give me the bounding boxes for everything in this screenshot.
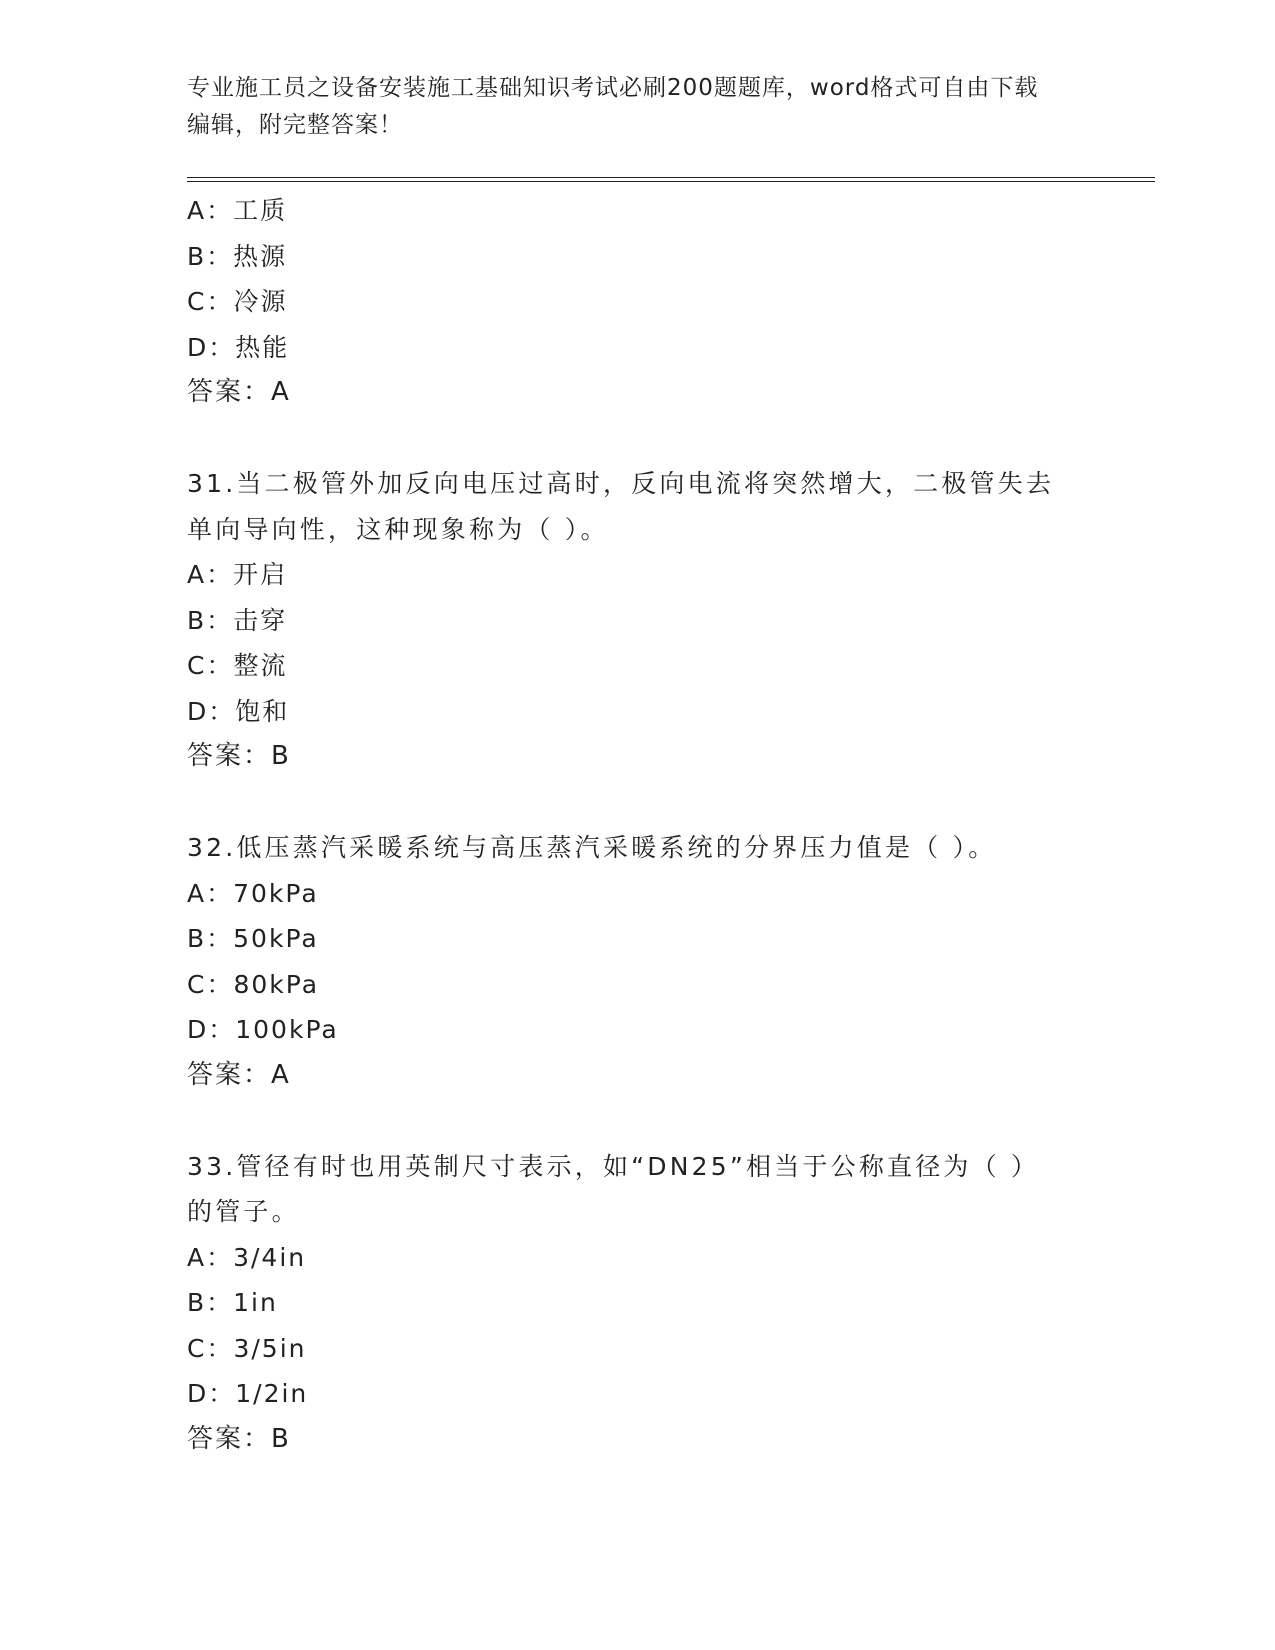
option-d: D：饱和	[187, 696, 290, 726]
answer-line: 答案：B	[187, 1423, 291, 1454]
question-block-33	[187, 1144, 1107, 1463]
option-a: A：工质	[187, 196, 288, 225]
question-block-30	[187, 188, 1107, 416]
question-stem-line: 31.当二极管外加反向电压过高时，反向电流将突然增大，二极管失去	[187, 469, 1055, 498]
option-c: C：3/5in	[187, 1333, 307, 1363]
option-b: B：热源	[187, 241, 288, 271]
option-c: C：冷源	[187, 287, 288, 316]
option-b: B：50kPa	[187, 924, 319, 953]
answer-line: 答案：B	[187, 741, 291, 771]
answer-line: 答案：A	[187, 1059, 291, 1090]
question-stem-line: 33.管径有时也用英制尺寸表示，如“DN25”相当于公称直径为（ ）	[187, 1151, 1040, 1181]
option-b: B：1in	[187, 1288, 278, 1317]
option-c: C：整流	[187, 651, 288, 680]
question-stem-line: 的管子。	[187, 1197, 300, 1226]
question-block-32	[187, 825, 1107, 1098]
option-a: A：开启	[187, 560, 288, 589]
question-stem-line: 32.低压蒸汽采暖系统与高压蒸汽采暖系统的分界压力值是（ ）。	[187, 833, 997, 862]
option-b: B：击穿	[187, 605, 288, 635]
header-title-line-2: 编辑，附完整答案！	[187, 112, 403, 138]
option-d: D：1/2in	[187, 1379, 309, 1408]
document-header	[187, 70, 1087, 144]
answer-line: 答案：A	[187, 377, 291, 407]
question-spacer	[187, 1098, 1107, 1144]
question-list	[187, 188, 1107, 1462]
question-block-31	[187, 461, 1107, 780]
option-d: D：100kPa	[187, 1015, 339, 1044]
option-c: C：80kPa	[187, 969, 320, 999]
question-spacer	[187, 780, 1107, 826]
header-divider-bottom	[187, 181, 1155, 182]
question-stem-line: 单向导向性，这种现象称为（ ）。	[187, 514, 609, 544]
option-a: A：3/4in	[187, 1242, 307, 1272]
option-d: D：热能	[187, 332, 290, 362]
header-title-line-1: 专业施工员之设备安装施工基础知识考试必刷200题题库，word格式可自由下载	[187, 75, 1039, 101]
option-a: A：70kPa	[187, 878, 319, 908]
question-spacer	[187, 416, 1107, 462]
header-divider-top	[187, 177, 1155, 178]
